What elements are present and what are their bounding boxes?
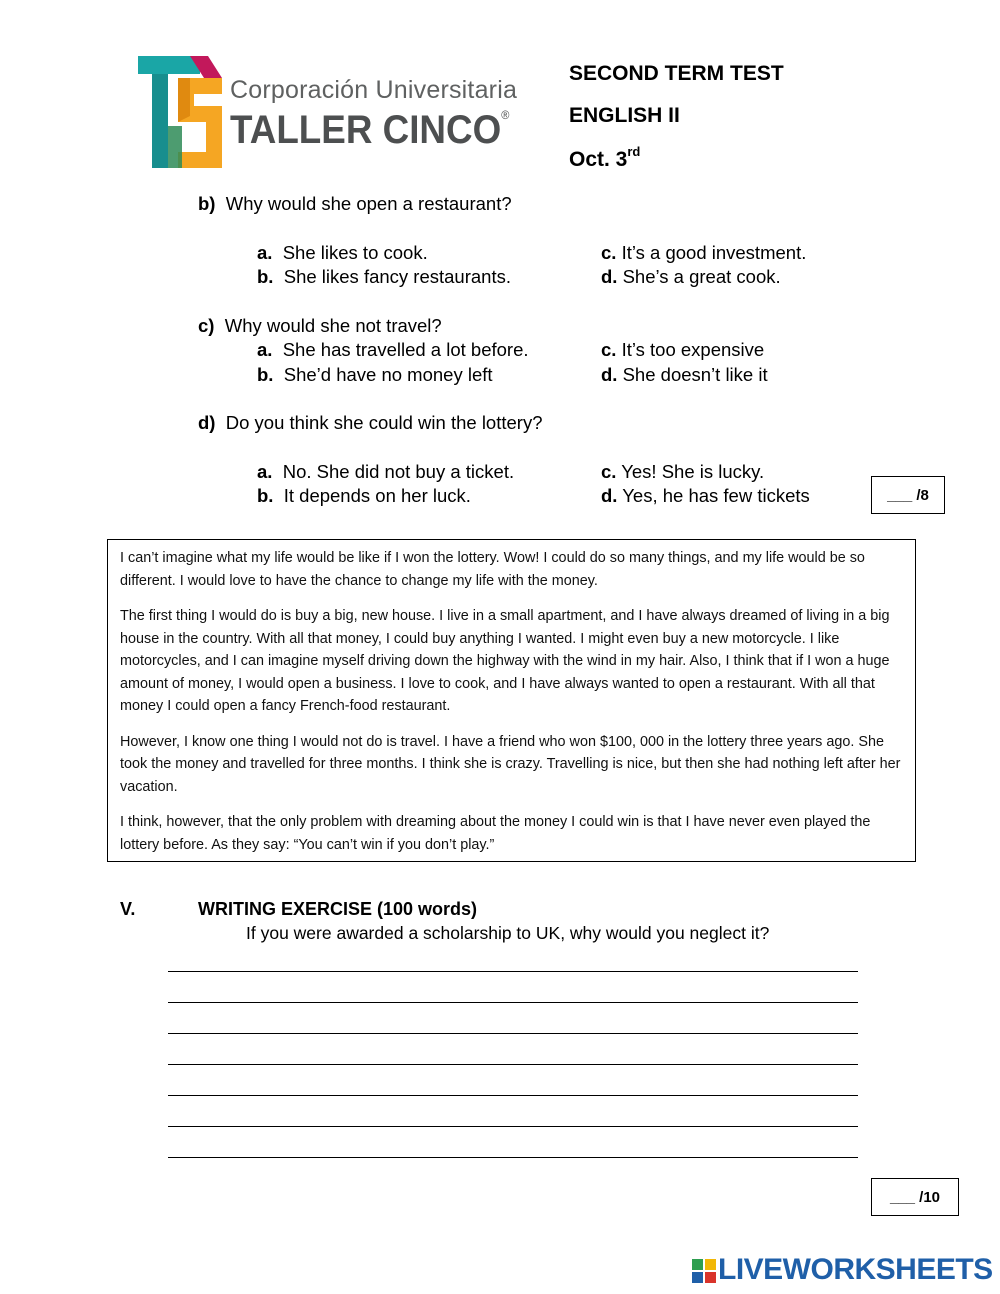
option-item[interactable]: d. Yes, he has few tickets — [601, 485, 810, 506]
writing-line[interactable] — [168, 1157, 858, 1158]
test-date: Oct. 3rd — [569, 144, 641, 171]
subject-title: ENGLISH II — [569, 104, 680, 127]
writing-line[interactable] — [168, 1002, 858, 1003]
test-title: SECOND TERM TEST — [569, 62, 784, 85]
score-box-reading[interactable] — [871, 476, 945, 514]
liveworksheets-brand[interactable] — [692, 1255, 992, 1287]
option-item[interactable]: d. She doesn’t like it — [601, 364, 768, 385]
reading-paragraph: However, I know one thing I would not do is travel. I have a friend who won $100, 000 in the lottery three years ago. She took the money and travelled for three months. I think she is crazy. Travelling is nice, but then she had nothing left after her vacation. — [120, 733, 901, 795]
option-item[interactable]: a. She likes to cook. — [257, 242, 428, 263]
option-item[interactable]: d. She’s a great cook. — [601, 266, 781, 287]
score-box-writing[interactable] — [871, 1178, 959, 1216]
logo-monogram-icon — [138, 56, 228, 172]
writing-line[interactable] — [168, 1126, 858, 1127]
institution-logo — [138, 56, 518, 172]
section-number: V. — [120, 899, 136, 919]
reading-passage — [107, 539, 916, 862]
logo-line1: Corporación Universitaria — [230, 76, 518, 104]
writing-line[interactable] — [168, 1095, 858, 1096]
writing-prompt: If you were awarded a scholarship to UK, why would you neglect it? — [246, 923, 770, 943]
option-item[interactable]: a. No. She did not buy a ticket. — [257, 461, 515, 482]
score-blank: ___ — [887, 486, 913, 504]
liveworksheets-logo-icon — [692, 1259, 716, 1283]
reading-paragraph: I think, however, that the only problem with dreaming about the money I could win is that I have never even played the lottery before. As they say: “You can’t win if you don’t play.” — [120, 814, 871, 853]
score-total: /10 — [919, 1188, 941, 1206]
writing-line[interactable] — [168, 1064, 858, 1065]
question-c: c) Why would she not travel? — [198, 315, 442, 336]
reading-paragraph: I can’t imagine what my life would be like if I won the lottery. Wow! I could do so many things, and my life would be so different. I would love to have the chance to change my life with the money. — [120, 550, 865, 589]
option-item[interactable]: c. It’s a good investment. — [601, 242, 807, 263]
brand-name: LIVEWORKSHEETS — [718, 1253, 993, 1286]
reading-paragraph: The first thing I would do is buy a big, new house. I live in a small apartment, and I have always dreamed of living in a big house in the country. With all that money, I could buy anything I wanted. I might even buy a new motorcycle. I like motorcycles, and I can imagine myself driving down the highway with the wind in my hair. Also, I think that if I won a huge amount of money, I would open a business. I love to cook, and I have always wanted to open a restaurant. With all that money I could open a fancy French-food restaurant. — [120, 608, 890, 714]
option-item[interactable]: a. She has travelled a lot before. — [257, 339, 529, 360]
score-blank: ___ — [889, 1188, 915, 1206]
question-d: d) Do you think she could win the lottery? — [198, 412, 543, 433]
option-item[interactable]: b. It depends on her luck. — [257, 485, 471, 506]
option-item[interactable]: b. She’d have no money left — [257, 364, 493, 385]
section-title: WRITING EXERCISE (100 words) — [198, 899, 478, 919]
question-b: b) Why would she open a restaurant? — [198, 193, 512, 214]
option-item[interactable]: c. It’s too expensive — [601, 339, 765, 360]
logo-line2: TALLER CINCO® — [230, 108, 510, 152]
writing-line[interactable] — [168, 1033, 858, 1034]
option-item[interactable]: b. She likes fancy restaurants. — [257, 266, 511, 287]
writing-line[interactable] — [168, 971, 858, 972]
score-total: /8 — [916, 486, 929, 504]
option-item[interactable]: c. Yes! She is lucky. — [601, 461, 765, 482]
